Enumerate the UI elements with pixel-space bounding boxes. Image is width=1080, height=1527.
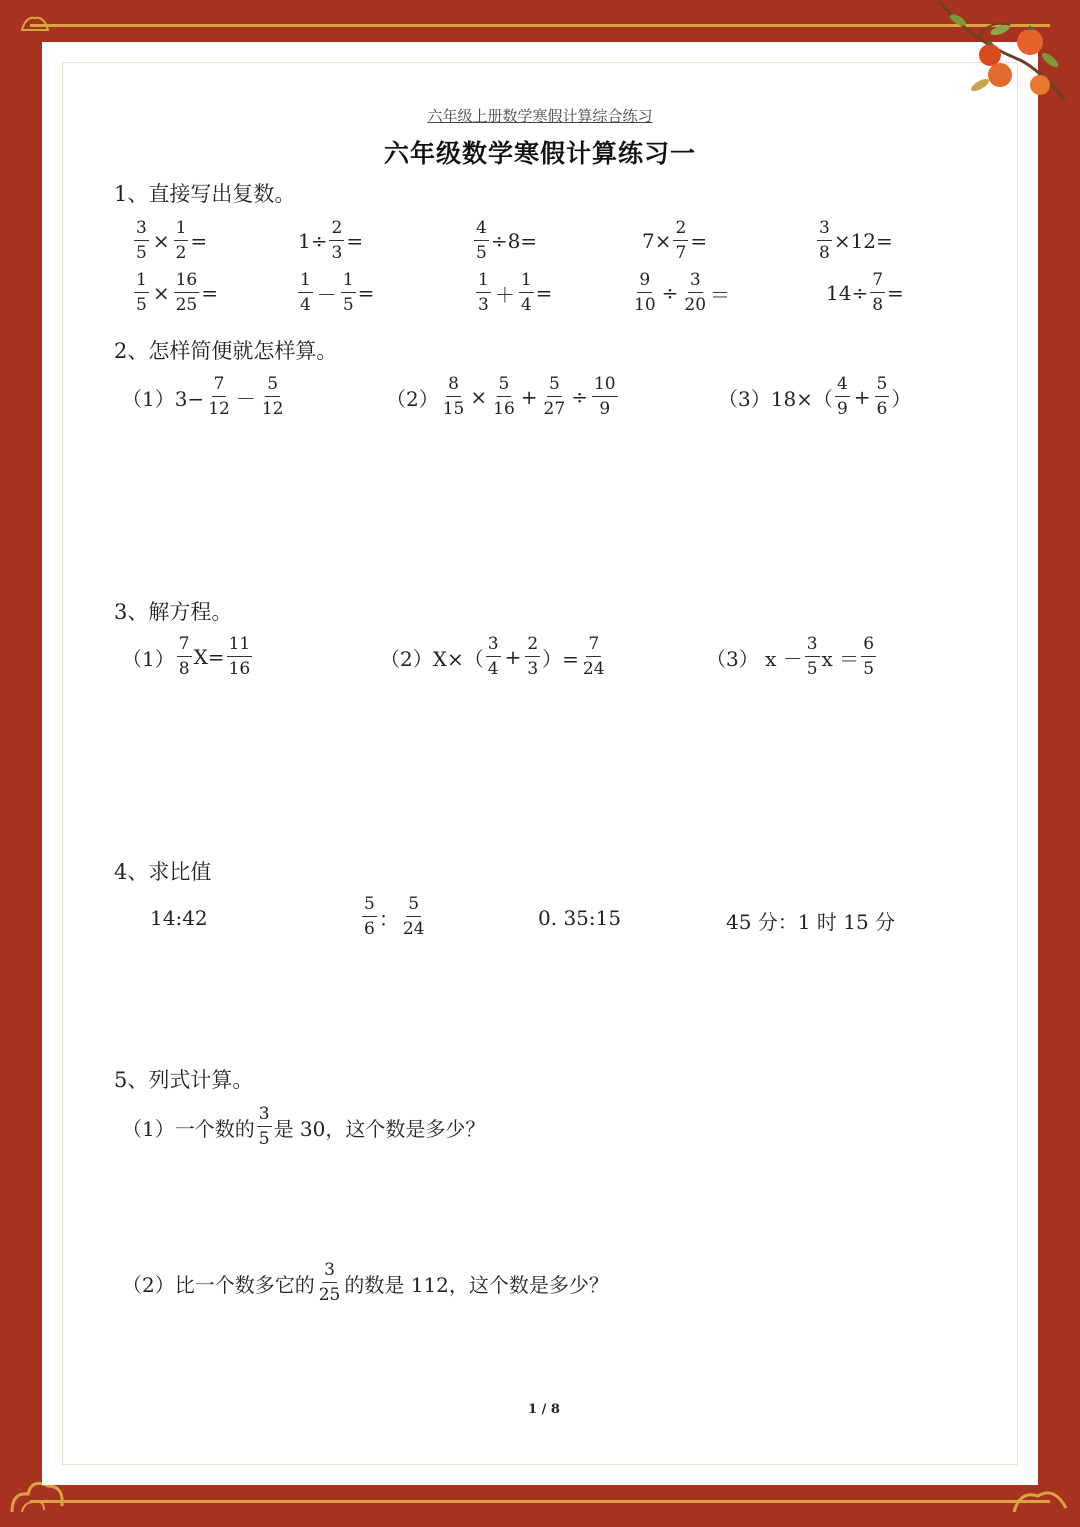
fraction: $\frac{7}{8}$ (872, 270, 884, 315)
s4-ratio-d: 45 分：1 时 15 分 (726, 910, 896, 934)
s4-ratio-c: 0. 35:15 (538, 906, 622, 930)
s1-r1-e: $\frac{3}{8}$ ×12= (819, 218, 893, 263)
fraction: $\frac{16}{25}$ (175, 270, 198, 315)
section2-heading: 2、怎样简便就怎样算。 (114, 339, 338, 363)
fraction: $\frac{3}{5}$ (136, 218, 147, 263)
bottom-gold-line (30, 1500, 1050, 1503)
document-title: 六年级数学寒假计算练习一 (383, 139, 696, 168)
s1-r1-d: 7× $\frac{2}{7}$ = (642, 218, 708, 263)
section5-heading: 5、列式计算。 (114, 1068, 254, 1092)
fraction: $\frac{3}{8}$ (819, 218, 830, 263)
s1-r1-c: $\frac{4}{5}$ ÷8= (476, 218, 538, 263)
section1-heading: 1、直接写出复数。 (114, 182, 296, 206)
fraction: $\frac{5}{12}$ (261, 374, 284, 419)
s1-r1-a: $\frac{3}{5}$ × $\frac{1}{2}$ = (136, 218, 208, 263)
fraction: $\frac{7}{8}$ (178, 634, 190, 679)
section3-heading: 3、解方程。 (114, 600, 233, 624)
s3-problem-2: （2）X×（ $\frac{3}{4}$ + $\frac{2}{3}$ ）= $\frac{7}{24}$ (380, 634, 605, 679)
s5-question-1: （1）一个数的 $\frac{3}{5}$ 是 30，这个数是多少？ (122, 1104, 486, 1149)
fraction: $\frac{8}{15}$ (442, 374, 465, 419)
s1-r2-c: $\frac{1}{3}$ ＋ $\frac{1}{4}$ = (478, 270, 553, 315)
fraction: $\frac{3}{5}$ (806, 634, 818, 679)
fraction: $\frac{2}{3}$ (331, 218, 343, 263)
fraction: $\frac{7}{12}$ (208, 374, 230, 419)
fraction: $\frac{2}{3}$ (527, 634, 539, 679)
fraction: $\frac{11}{16}$ (228, 634, 251, 679)
s2-problem-1: （1）3− $\frac{7}{12}$ － $\frac{5}{12}$ (122, 374, 284, 419)
fraction: $\frac{10}{9}$ (593, 374, 616, 419)
s1-r2-e: 14÷ $\frac{7}{8}$ = (826, 270, 904, 315)
section4-heading: 4、求比值 (114, 860, 212, 884)
s2-problem-2: （2） $\frac{8}{15}$ × $\frac{5}{16}$ + $\frac{5}{27}$ ÷ $\frac{10}{9}$ (386, 374, 616, 419)
document-subtitle: 六年级上册数学寒假计算综合练习 (427, 107, 653, 125)
fraction: $\frac{1}{2}$ (175, 218, 187, 263)
fraction: $\frac{5}{27}$ (543, 374, 566, 419)
fraction: $\frac{1}{3}$ (478, 270, 489, 315)
fraction: $\frac{6}{5}$ (863, 634, 875, 679)
corner-cloud-icon (20, 12, 50, 34)
s2-problem-3: （3）18×（ $\frac{4}{9}$ + $\frac{5}{6}$ ） (718, 374, 912, 419)
s1-r2-a: $\frac{1}{5}$ × $\frac{16}{25}$ = (136, 270, 218, 315)
fraction: $\frac{9}{10}$ (634, 270, 656, 315)
s4-ratio-a: 14:42 (150, 906, 208, 930)
fraction: $\frac{3}{20}$ (684, 270, 707, 315)
s5-question-2: （2）比一个数多它的 $\frac{3}{25}$ 的数是 112，这个数是多少？ (122, 1260, 609, 1305)
s3-problem-1: （1） $\frac{7}{8}$ X= $\frac{11}{16}$ (122, 634, 251, 679)
s1-r2-d: $\frac{9}{10}$ ÷ $\frac{3}{20}$ ＝ (634, 270, 731, 315)
page-number: 1 / 8 (528, 1402, 560, 1417)
s1-r1-b: 1÷ $\frac{2}{3}$ = (298, 218, 364, 263)
fraction: $\frac{1}{5}$ (136, 270, 147, 315)
fraction: $\frac{5}{6}$ (876, 374, 888, 419)
fraction: $\frac{4}{9}$ (836, 374, 848, 419)
fraction: $\frac{7}{24}$ (582, 634, 605, 679)
s4-ratio-b: $\frac{5}{6}$ ： $\frac{5}{24}$ (364, 894, 425, 939)
fraction: $\frac{4}{5}$ (476, 218, 487, 263)
top-gold-line (30, 24, 1050, 27)
fraction: $\frac{1}{4}$ (520, 270, 532, 315)
fraction: $\frac{3}{4}$ (487, 634, 499, 679)
s3-problem-3: （3） x － $\frac{3}{5}$ x ＝ $\frac{6}{5}$ (706, 634, 875, 679)
fraction: $\frac{5}{24}$ (402, 894, 425, 939)
fraction: $\frac{3}{25}$ (318, 1260, 341, 1305)
s1-r2-b: $\frac{1}{4}$ － $\frac{1}{5}$ = (300, 270, 375, 315)
persimmon-branch-icon (930, 0, 1070, 115)
fraction: $\frac{3}{5}$ (258, 1104, 270, 1149)
fraction: $\frac{5}{16}$ (493, 374, 515, 419)
fraction: $\frac{1}{4}$ (300, 270, 311, 315)
fraction: $\frac{2}{7}$ (675, 218, 687, 263)
fraction: $\frac{1}{5}$ (342, 270, 354, 315)
fraction: $\frac{5}{6}$ (364, 894, 375, 939)
